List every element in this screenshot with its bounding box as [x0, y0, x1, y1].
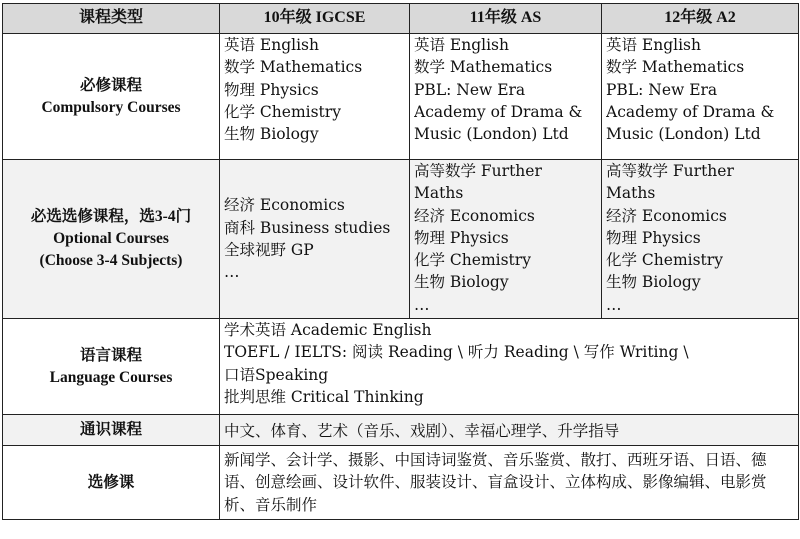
- course-item: …: [606, 295, 622, 314]
- course-item: 数学 Mathematics: [414, 58, 553, 77]
- language-courses: [220, 319, 799, 415]
- course-item: TOEFL / IELTS: 阅读 Reading \ 听力 Reading \ 写作 Writing \: [224, 343, 689, 362]
- course-item: 口语Speaking: [224, 365, 329, 384]
- elective-row: [3, 446, 799, 520]
- course-item: 经济 Economics: [414, 206, 535, 225]
- course-item: 生物 Biology: [224, 125, 319, 144]
- course-item: 高等数学 Further: [414, 162, 542, 180]
- compulsory-grade-11: [410, 34, 602, 160]
- general-courses: 中文、体育、艺术（音乐、戏剧）、幸福心理学、升学指导: [220, 415, 799, 446]
- compulsory-grade-12: [602, 34, 799, 160]
- course-item: 化学 Chemistry: [224, 102, 341, 121]
- course-item: 物理 Physics: [224, 80, 319, 99]
- curriculum-table: [2, 3, 799, 520]
- course-item: 批判思维 Critical Thinking: [224, 387, 424, 406]
- course-item: 生物 Biology: [606, 273, 701, 292]
- course-item: 数学 Mathematics: [224, 58, 363, 77]
- header-grade-11: 11年级 AS: [410, 4, 602, 34]
- course-item: Maths: [414, 184, 464, 203]
- compulsory-label-cn: 必修课程: [79, 76, 142, 94]
- course-item: Academy of Drama &: [606, 102, 775, 121]
- general-row: [3, 415, 799, 446]
- course-item: 化学 Chemistry: [606, 251, 723, 270]
- optional-grade-11: [410, 160, 602, 319]
- course-item: 商科 Business studies: [224, 218, 391, 237]
- header-row: [3, 4, 799, 34]
- course-item: 物理 Physics: [414, 228, 509, 247]
- compulsory-label-en: Compulsory Courses: [41, 98, 181, 116]
- course-item: 数学 Mathematics: [606, 58, 745, 77]
- optional-grade-10: [220, 160, 410, 319]
- course-item: …: [224, 263, 240, 282]
- course-item: Music (London) Ltd: [606, 125, 761, 144]
- course-item: 生物 Biology: [414, 273, 509, 292]
- course-item: 学术英语 Academic English: [224, 321, 432, 339]
- course-item: 全球视野 GP: [224, 241, 314, 259]
- course-item: Music (London) Ltd: [414, 125, 569, 144]
- header-grade-12: 12年级 A2: [602, 4, 799, 34]
- course-item: Academy of Drama &: [414, 102, 583, 121]
- course-item: 英语 English: [414, 36, 509, 54]
- compulsory-label: [3, 34, 220, 160]
- optional-label-note: (Choose 3-4 Subjects): [39, 252, 183, 269]
- compulsory-row: [3, 34, 799, 160]
- general-label: 通识课程: [3, 415, 220, 446]
- course-item: 高等数学 Further: [606, 162, 734, 180]
- language-label-cn: 语言课程: [79, 346, 142, 364]
- course-item: 化学 Chemistry: [414, 251, 531, 270]
- course-item: 经济 Economics: [606, 206, 727, 225]
- elective-label: 选修课: [3, 446, 220, 520]
- elective-courses: 新闻学、会计学、摄影、中国诗词鉴赏、音乐鉴赏、散打、西班牙语、日语、德语、创意绘画、设计软件、服装设计、盲盒设计、立体构成、影像编辑、电影赏析、音乐制作: [220, 446, 799, 520]
- course-item: 物理 Physics: [606, 228, 701, 247]
- language-row: [3, 319, 799, 415]
- course-item: PBL: New Era: [414, 80, 526, 99]
- compulsory-grade-10: [220, 34, 410, 160]
- optional-label-cn: 必选选修课程，选3-4门: [30, 208, 192, 225]
- optional-label-en: Optional Courses: [53, 230, 169, 247]
- course-item: 经济 Economics: [224, 196, 345, 215]
- optional-label: [3, 160, 220, 319]
- course-item: Maths: [606, 184, 656, 203]
- course-item: PBL: New Era: [606, 80, 718, 99]
- optional-row: [3, 160, 799, 319]
- course-item: …: [414, 295, 430, 314]
- language-label: [3, 319, 220, 415]
- language-label-en: Language Courses: [49, 368, 173, 386]
- course-item: 英语 English: [224, 36, 319, 54]
- optional-grade-12: [602, 160, 799, 319]
- course-item: 英语 English: [606, 36, 701, 54]
- header-course-type: 课程类型: [3, 4, 220, 34]
- header-grade-10: 10年级 IGCSE: [220, 4, 410, 34]
